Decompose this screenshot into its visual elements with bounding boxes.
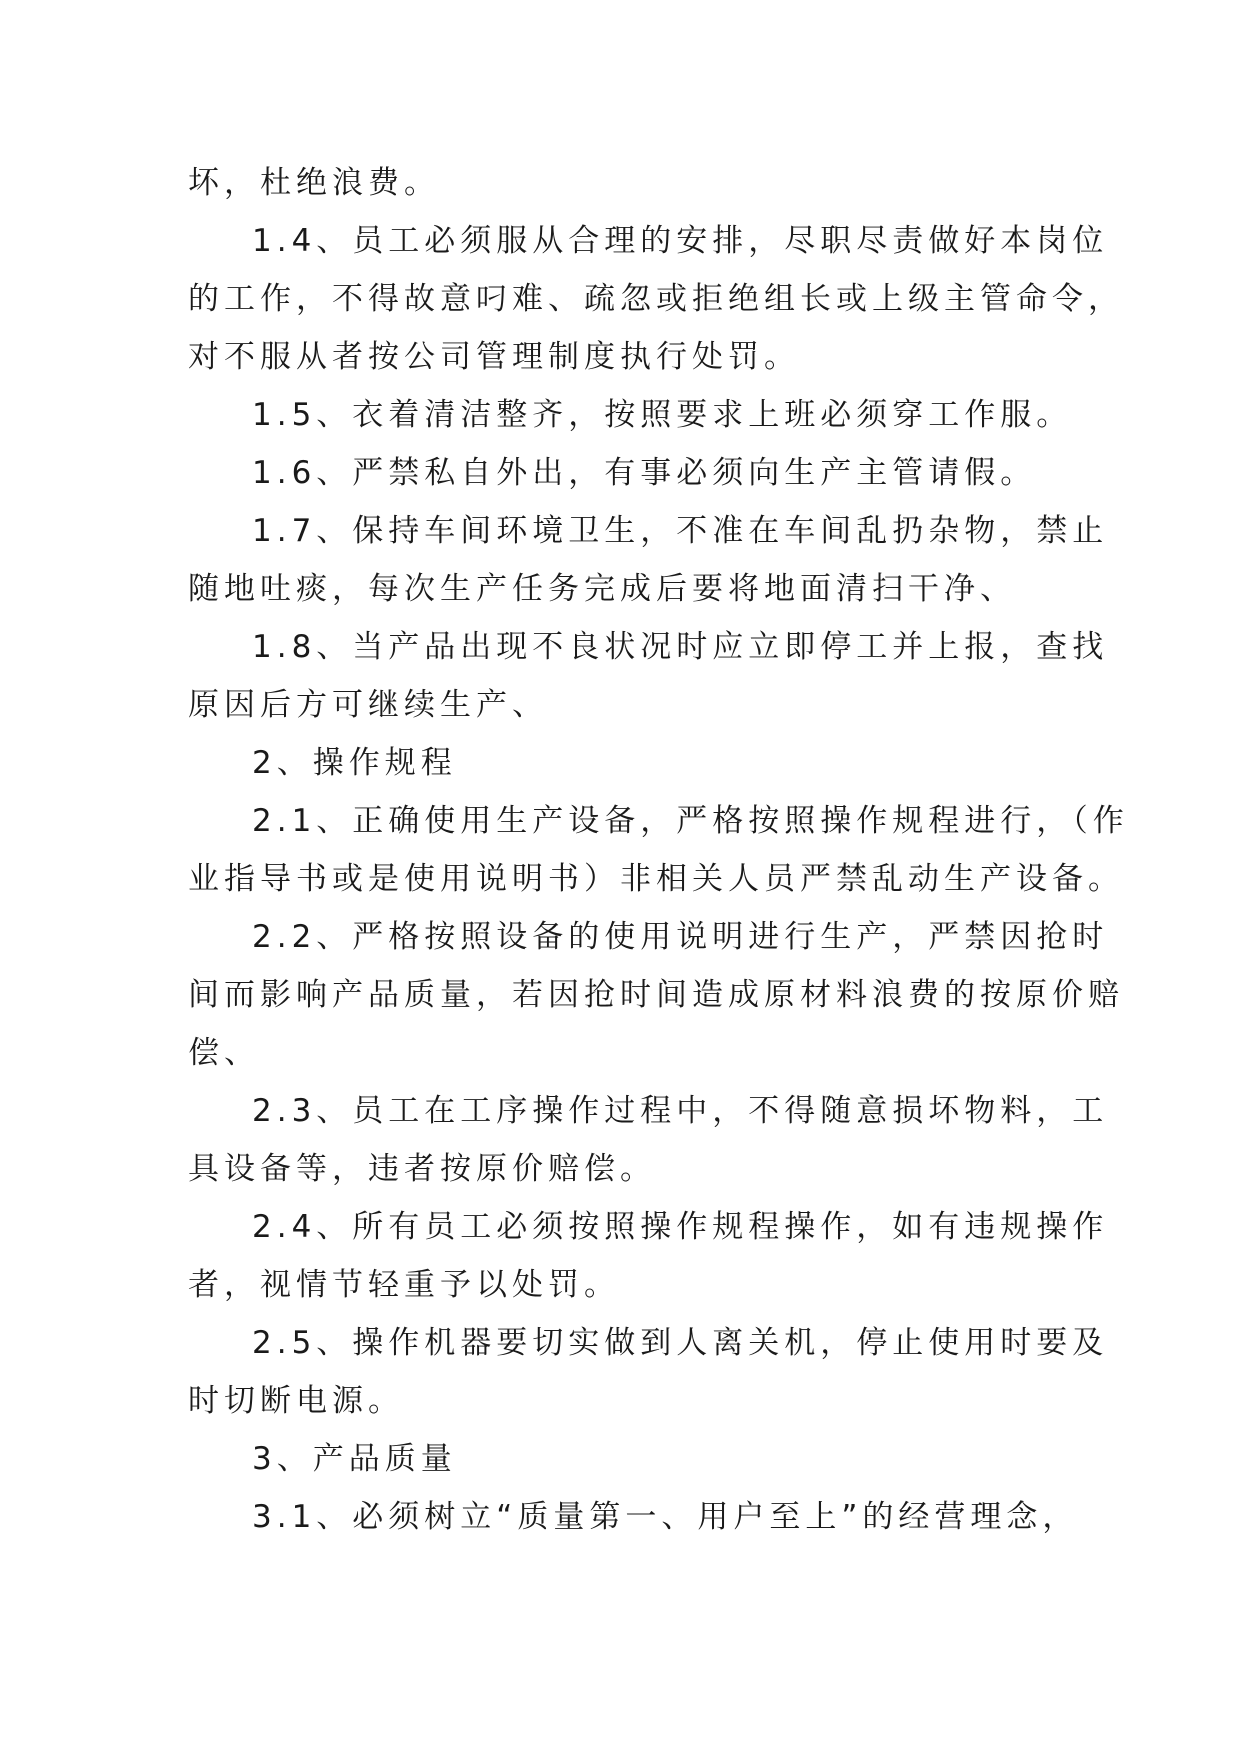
text-line: 2.5、操作机器要切实做到人离关机，停止使用时要及	[252, 1325, 1109, 1361]
text-line: 随地吐痰，每次生产任务完成后要将地面清扫干净、	[188, 571, 1016, 607]
text-line: 的工作，不得故意叼难、疏忽或拒绝组长或上级主管命令，	[188, 281, 1124, 317]
text-line: 3.1、必须树立“质量第一、用户至上”的经营理念，	[252, 1499, 1079, 1535]
text-line: 2.2、严格按照设备的使用说明进行生产，严禁因抢时	[252, 919, 1109, 955]
text-line: 1.6、严禁私自外出，有事必须向生产主管请假。	[252, 455, 1037, 491]
document-body	[188, 154, 1129, 1546]
text-line: 1.7、保持车间环境卫生，不准在车间乱扔杂物，禁止	[252, 513, 1109, 549]
text-line: 坏，杜绝浪费。	[188, 165, 440, 201]
text-line: 原因后方可继续生产、	[188, 687, 548, 723]
text-line: 具设备等，违者按原价赔偿。	[188, 1151, 656, 1187]
text-line: 2.4、所有员工必须按照操作规程操作，如有违规操作	[252, 1209, 1109, 1245]
text-line: 1.8、当产品出现不良状况时应立即停工并上报，查找	[252, 629, 1109, 665]
text-line: 对不服从者按公司管理制度执行处罚。	[188, 339, 800, 375]
text-line: 1.5、衣着清洁整齐，按照要求上班必须穿工作服。	[252, 397, 1073, 433]
text-line: 2.3、员工在工序操作过程中，不得随意损坏物料，工	[252, 1093, 1109, 1129]
text-line: 间而影响产品质量，若因抢时间造成原材料浪费的按原价赔	[188, 977, 1124, 1013]
text-line: 者，视情节轻重予以处罚。	[188, 1267, 620, 1303]
text-line: 1.4、员工必须服从合理的安排，尽职尽责做好本岗位	[252, 223, 1109, 259]
text-line: 偿、	[188, 1035, 260, 1071]
text-line: 2、操作规程	[252, 745, 457, 781]
text-line: 业指导书或是使用说明书）非相关人员严禁乱动生产设备。	[188, 861, 1124, 897]
text-line: 时切断电源。	[188, 1383, 404, 1419]
text-line: 2.1、正确使用生产设备，严格按照操作规程进行，（作	[252, 803, 1129, 839]
text-line: 3、产品质量	[252, 1441, 457, 1477]
